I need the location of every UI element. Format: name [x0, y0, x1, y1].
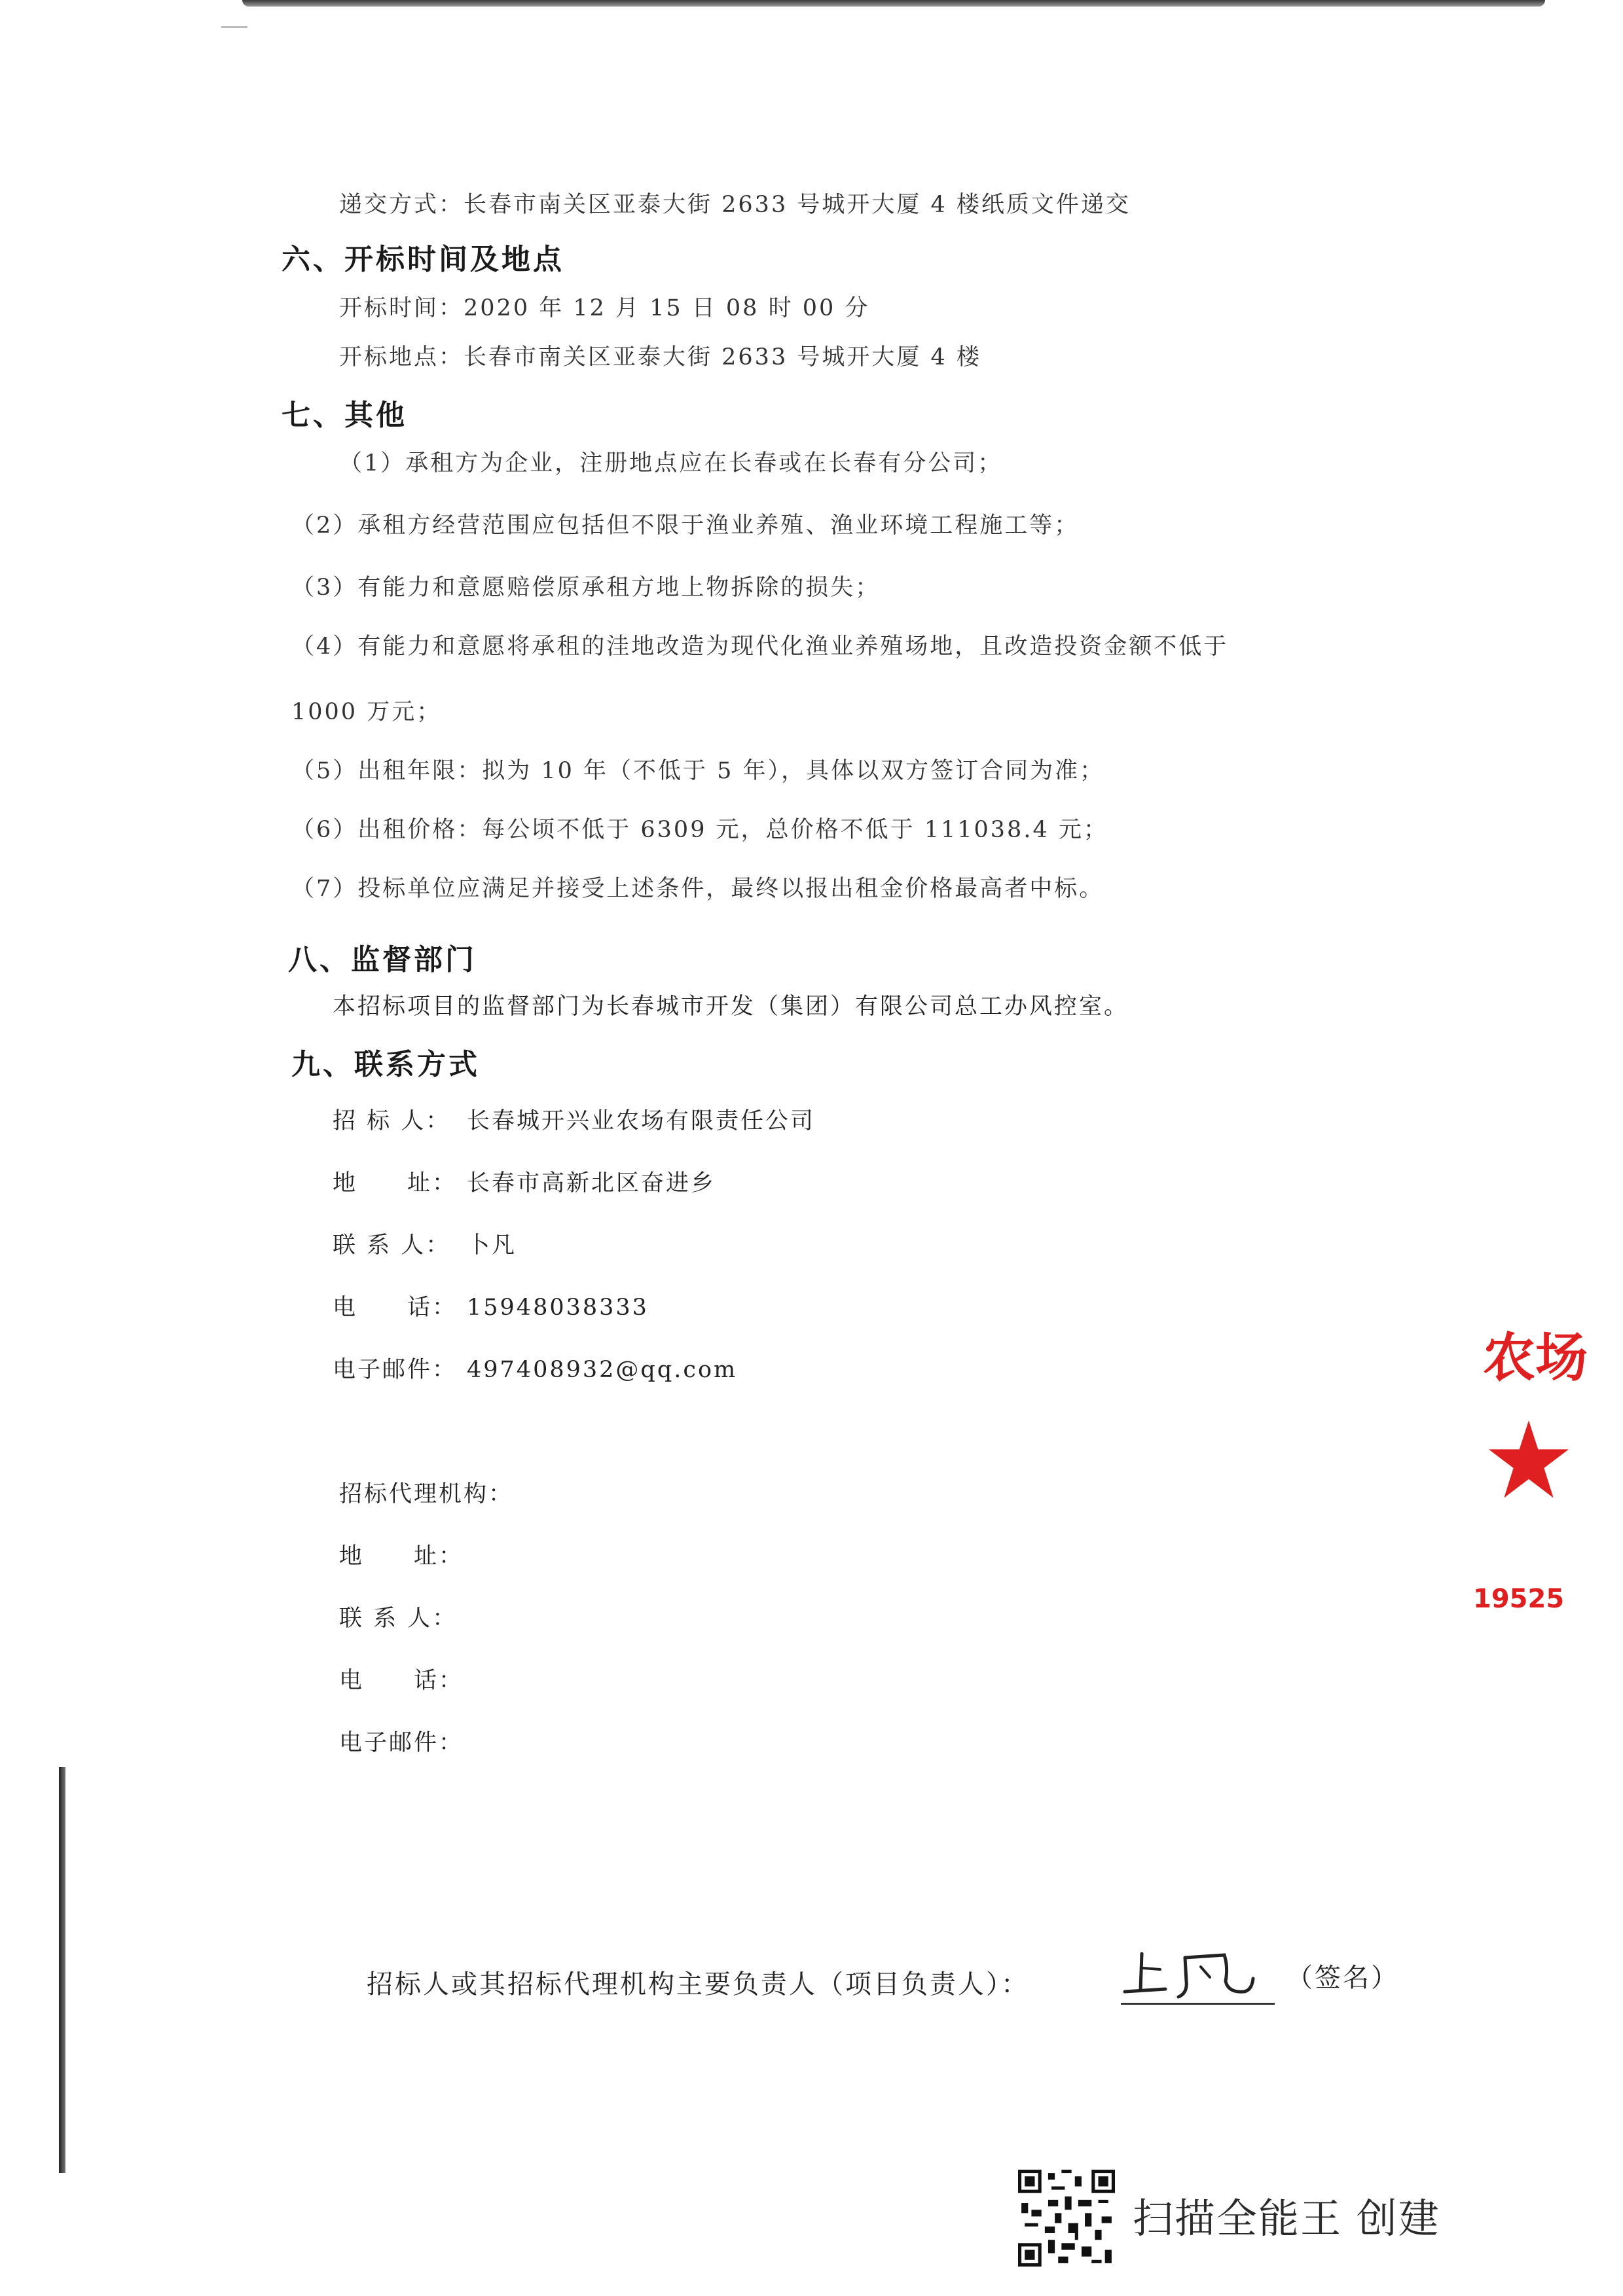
opening-time-value: 2020 年 12 月 15 日 08 时 00 分: [464, 295, 870, 321]
seal-star-icon: [1486, 1417, 1571, 1502]
condition-item: （4）有能力和意愿将承租的洼地改造为现代化渔业养殖场地，且改造投资金额不低于: [291, 634, 1229, 660]
qr-code-icon: [1018, 2170, 1115, 2267]
signature-prompt: 招标人或其招标代理机构主要负责人（项目负责人）：: [367, 1969, 1029, 2000]
contact-value: 卜凡: [467, 1232, 517, 1259]
contact-label: 电 话：: [333, 1295, 458, 1321]
condition-item: （6）出租价格：每公顷不低于 6309 元，总价格不低于 111038.4 元；: [291, 817, 1108, 843]
section-6-title: 六、开标时间及地点: [282, 243, 564, 276]
section-7-title: 七、其他: [282, 399, 407, 432]
opening-time-label: 开标时间：: [339, 295, 464, 321]
contact-label: 地 址：: [333, 1170, 458, 1196]
contact-value: 497408932@qq.com: [467, 1357, 738, 1383]
contact-row-address: [333, 1165, 716, 1198]
contact-label: 电子邮件：: [333, 1357, 458, 1383]
signature-suffix: （签名）: [1286, 1963, 1399, 1993]
contact-label: 联 系 人：: [333, 1232, 451, 1259]
section-8-title: 八、监督部门: [288, 943, 477, 977]
handwritten-signature: [1113, 1941, 1283, 2006]
agency-contact-label: 联 系 人：: [339, 1605, 458, 1632]
scanner-watermark-text: 扫描全能王 创建: [1133, 2195, 1440, 2242]
condition-item: （7）投标单位应满足并接受上述条件，最终以报出租金价格最高者中标。: [291, 876, 1104, 902]
agency-phone-label: 电 话：: [339, 1668, 464, 1694]
contact-row-person: [333, 1227, 517, 1260]
opening-place-value: 长春市南关区亚泰大街 2633 号城开大厦 4 楼: [464, 344, 981, 370]
condition-item: （1）承租方为企业，注册地点应在长春或在长春有分公司；: [339, 450, 1003, 476]
condition-item: （2）承租方经营范围应包括但不限于渔业养殖、渔业环境工程施工等；: [291, 512, 1080, 539]
agency-title: 招标代理机构：: [339, 1481, 514, 1507]
condition-item-continued: 1000 万元；: [291, 699, 442, 725]
contact-row-email: [333, 1352, 737, 1384]
condition-item: （3）有能力和意愿赔偿原承租方地上物拆除的损失；: [291, 575, 881, 601]
supervision-text: 本招标项目的监督部门为长春城市开发（集团）有限公司总工办风控室。: [333, 994, 1129, 1020]
contact-label: 招 标 人：: [333, 1108, 451, 1134]
section-9-title: 九、联系方式: [291, 1048, 480, 1081]
scan-left-edge: [59, 1767, 65, 2173]
contact-value: 长春城开兴业农场有限责任公司: [467, 1108, 816, 1134]
agency-address-label: 地 址：: [339, 1543, 464, 1570]
submission-line: [339, 187, 1131, 219]
contact-row-phone: [333, 1289, 649, 1322]
seal-number: 19525: [1473, 1584, 1565, 1614]
submission-value: 长春市南关区亚泰大街 2633 号城开大厦 4 楼纸质文件递交: [464, 192, 1131, 218]
contact-value: 15948038333: [467, 1295, 649, 1321]
opening-time-line: [339, 290, 869, 323]
contact-row-tenderer: [333, 1103, 815, 1136]
submission-label: 递交方式：: [339, 192, 464, 218]
seal-text: 农场: [1483, 1327, 1588, 1388]
scan-top-edge: [242, 0, 1545, 7]
opening-place-line: [339, 339, 981, 372]
condition-item: （5）出租年限：拟为 10 年（不低于 5 年），具体以双方签订合同为准；: [291, 758, 1105, 784]
contact-value: 长春市高新北区奋进乡: [467, 1170, 716, 1196]
agency-email-label: 电子邮件：: [339, 1730, 464, 1756]
opening-place-label: 开标地点：: [339, 344, 464, 370]
